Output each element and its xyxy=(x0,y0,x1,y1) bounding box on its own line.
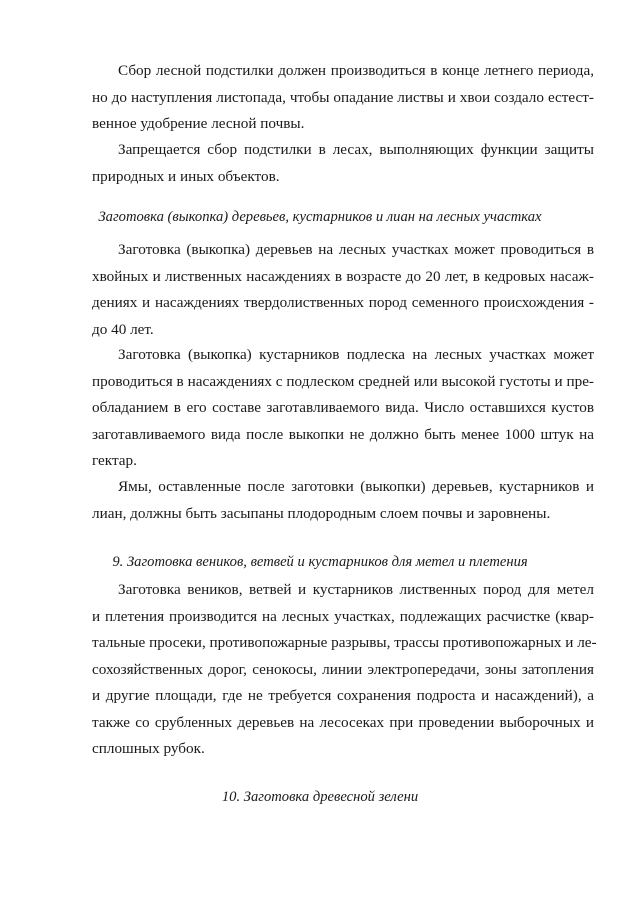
paragraph-line: Сбор лесной подстилки должен производиться в конце летнего периода, xyxy=(118,62,594,79)
paragraph-line: тальные просеки, противопожарные разрывы, трассы противопожарных и ле- xyxy=(92,634,597,651)
paragraph-line: Запрещается сбор подстилки в лесах, выполняющих функции защиты xyxy=(118,141,594,158)
paragraph-line: венное удобрение лесной почвы. xyxy=(92,115,305,132)
paragraph-line: заготавливаемого вида после выкопки не должно быть менее 1000 штук на xyxy=(92,425,594,443)
paragraph-line: также со срубленных деревьев на лесосеках при проведении выборочных и xyxy=(92,713,594,731)
section-heading-brooms-and-branches: 9. Заготовка веников, ветвей и кустарников для метел и плетения xyxy=(112,554,528,570)
paragraph-litter-collection-timing xyxy=(92,58,594,138)
paragraph-line: но до наступления листопада, чтобы опадание листвы и хвои создало естест- xyxy=(92,88,594,106)
paragraph-line: Заготовка (выкопка) деревьев на лесных участках может проводиться в xyxy=(118,241,594,258)
paragraph-line: Заготовка веников, ветвей и кустарников лиственных пород для метел xyxy=(118,581,594,598)
paragraph-brooms-harvesting xyxy=(92,577,597,763)
section-heading-digging-trees: Заготовка (выкопка) деревьев, кустарников и лиан на лесных участках xyxy=(98,209,542,225)
paragraph-shrub-digging xyxy=(92,342,594,475)
paragraph-line: Заготовка (выкопка) кустарников подлеска на лесных участках может xyxy=(118,346,594,363)
paragraph-line: проводиться в насаждениях с подлеском средней или высокой густоты и пре- xyxy=(92,372,594,390)
paragraph-litter-collection-prohibition xyxy=(92,137,594,190)
paragraph-pit-filling xyxy=(92,474,594,527)
paragraph-tree-digging xyxy=(92,237,594,343)
paragraph-line: до 40 лет. xyxy=(92,320,154,338)
paragraph-line: Ямы, оставленные после заготовки (выкопки) деревьев, кустарников и xyxy=(118,478,594,495)
paragraph-line: обладанием в его составе заготавливаемого вида. Число оставшихся кустов xyxy=(92,399,594,416)
paragraph-line: гектар. xyxy=(92,452,137,469)
paragraph-line: и плетения производится на лесных участках, подлежащих расчистке (квар- xyxy=(92,607,594,625)
paragraph-line: сплошных рубок. xyxy=(92,740,205,757)
paragraph-line: природных и иных объектов. xyxy=(92,167,280,185)
paragraph-line: дениях и насаждениях твердолиственных пород семенного происхождения - xyxy=(92,294,594,311)
paragraph-line: хвойных и лиственных насаждениях в возрасте до 20 лет, в кедровых насаж- xyxy=(92,267,594,285)
paragraph-line: лиан, должны быть засыпаны плодородным слоем почвы и заровнены. xyxy=(92,504,551,522)
section-heading-tree-greenery: 10. Заготовка древесной зелени xyxy=(221,789,419,805)
paragraph-line: сохозяйственных дорог, сенокосы, линии электропередачи, зоны затопления xyxy=(92,660,594,678)
paragraph-line: и другие площади, где не требуется сохранения подроста и насаждений), а xyxy=(92,687,594,704)
